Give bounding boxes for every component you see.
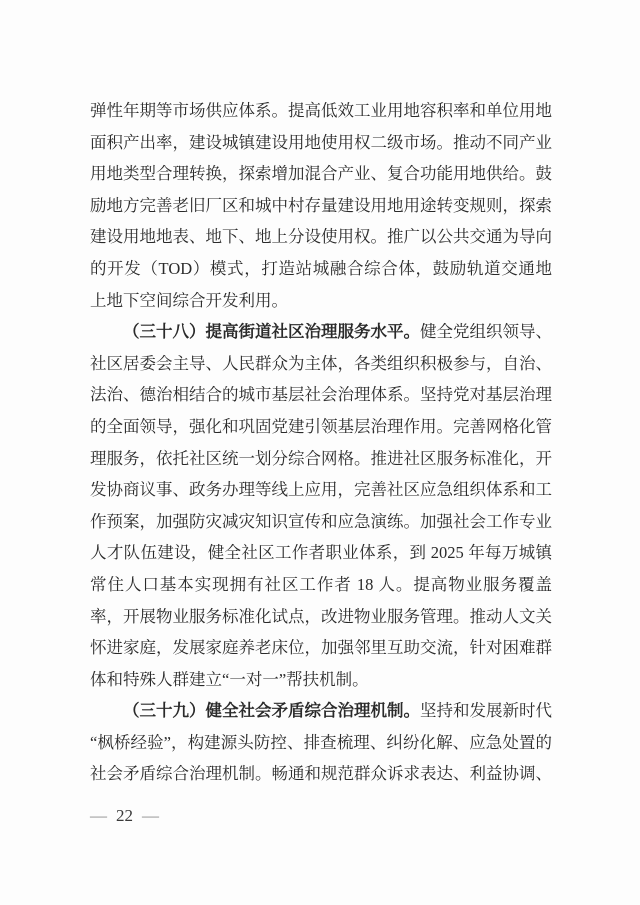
- page-number: 22: [116, 806, 133, 825]
- paragraph-text-segment: 坚持和发展新时代“枫桥经验”，构建源头防控、排查梳理、纠纷化解、应急处置的社会矛盾综合治理机制。畅通和规范群众诉求表达、利益协调、: [90, 701, 552, 784]
- document-body: [90, 95, 552, 790]
- paragraph-text-segment: 健全党组织领导、社区居委会主导、人民群众为主体，各类组织积极参与，自治、法治、德治相结合的城市基层社会治理体系。坚持党对基层治理的全面领导，强化和巩固党建引领基层治理作用。完善网格化管理服务，依托社区统一划分综合网格。推进社区服务标准化，开发协商议事、政务办理等线上应用，完善社区应急组织体系和工作预案，加强防灾减灾知识宣传和应急演练。加强社会工作专业人才队伍建设，健全社区工作者职业体系，到 2025 年每万城镇常住人口基本实现拥有社区工作者 18 人。提高物业服务覆盖率，开展物业服务标准化试点，改进物业服务管理。推动人文关怀进家庭，发展家庭养老床位，加强邻里互助交流，针对困难群体和特殊人群建立“一对一”帮扶机制。: [90, 322, 552, 689]
- para-38-community-governance: [90, 316, 552, 695]
- page-footer: [90, 804, 159, 828]
- paragraph-heading-segment: （三十九）健全社会矛盾综合治理机制。: [123, 701, 420, 721]
- para-land-supply-continued: [90, 95, 552, 316]
- paragraph-text-segment: 弹性年期等市场供应体系。提高低效工业用地容积率和单位用地面积产出率，建设城镇建设用地使用权二级市场。推动不同产业用地类型合理转换，探索增加混合产业、复合功能用地供给。鼓励地方完善老旧厂区和城中村存量建设用地用途转变规则，探索建设用地地表、地下、地上分设使用权。推广以公共交通为导向的开发（TOD）模式，打造站城融合综合体，鼓励轨道交通地上地下空间综合开发利用。: [90, 101, 552, 310]
- footer-dash-left: —: [90, 806, 107, 825]
- footer-dash-right: —: [142, 806, 159, 825]
- paragraph-heading-segment: （三十八）提高街道社区治理服务水平。: [123, 322, 420, 342]
- para-39-conflict-governance: [90, 695, 552, 790]
